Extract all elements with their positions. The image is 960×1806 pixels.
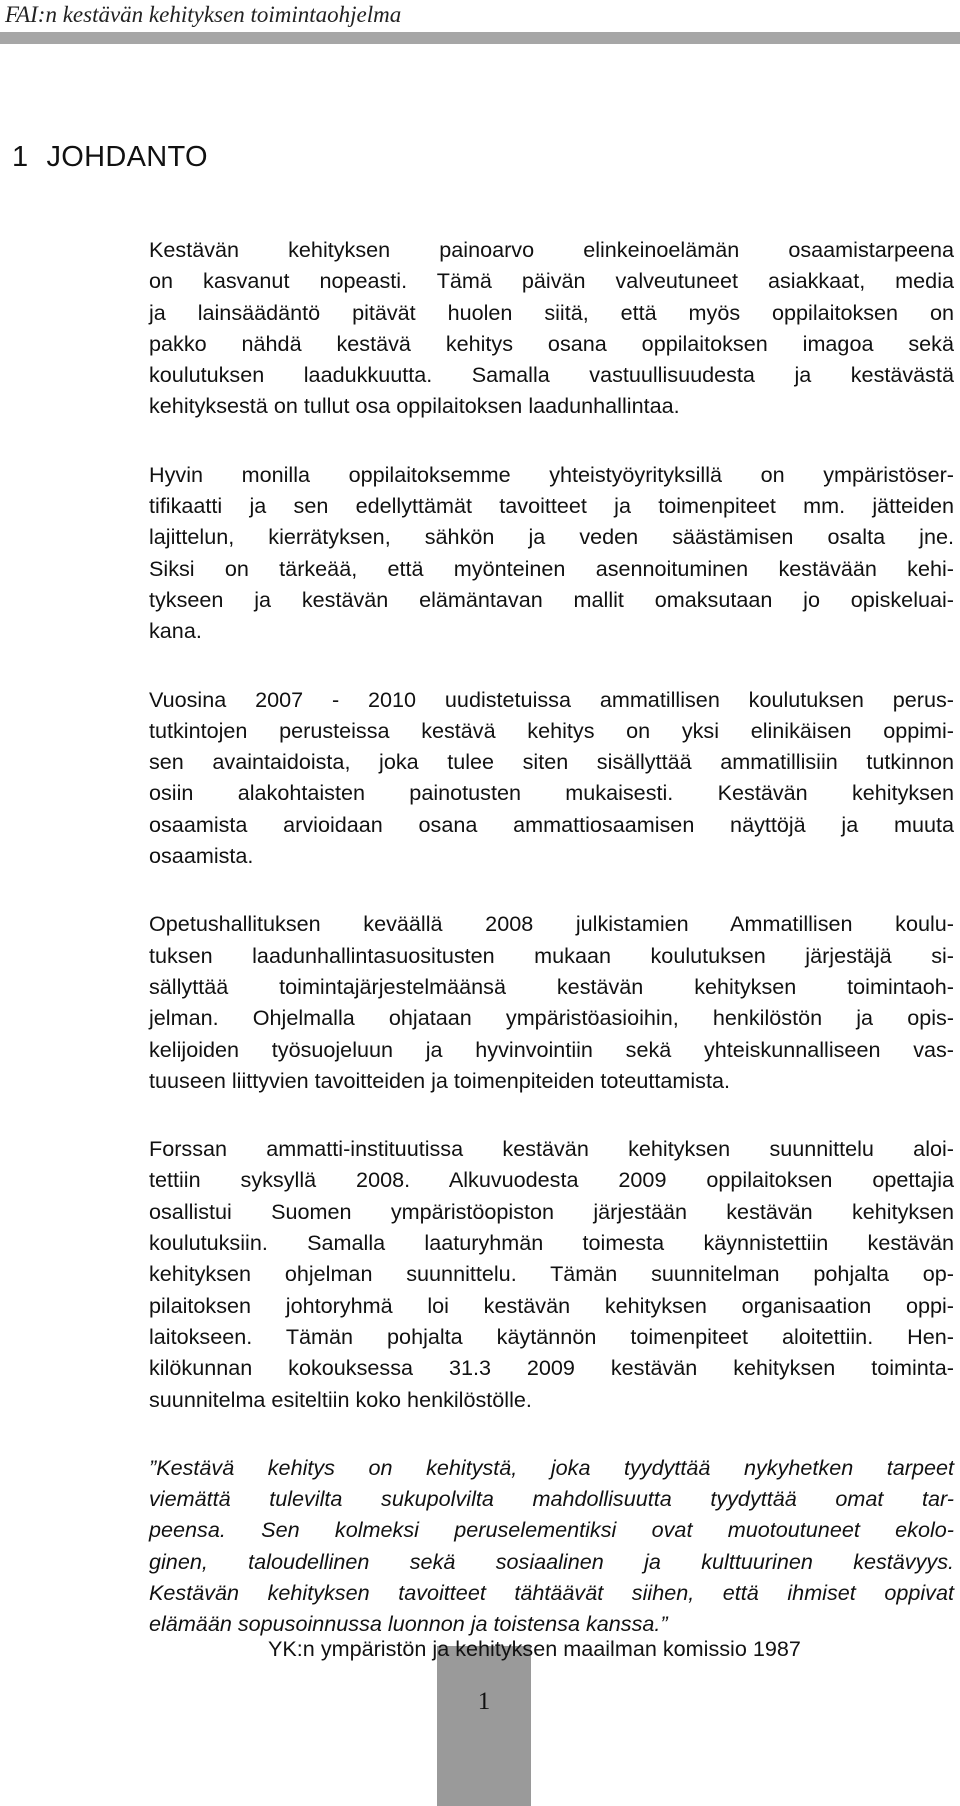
paragraph-2 (149, 459, 954, 647)
text-line: osaamista. (149, 843, 254, 869)
text-line: ja lainsäädäntö pitävät huolen siitä, että myös oppilaitoksen on (149, 299, 954, 325)
text-line: tuuseen liittyvien tavoitteiden ja toimenpiteiden toteuttamista. (149, 1067, 730, 1093)
text-line: koulutuksiin. Samalla laaturyhmän toimesta käynnistettiin kestävän (149, 1230, 954, 1256)
text-line: pilaitoksen johtoryhmä loi kestävän kehityksen organisaation oppi- (149, 1292, 954, 1318)
text-line: osaamista arvioidaan osana ammattiosaamisen näyttöjä ja muuta (149, 811, 954, 837)
quote-line: ”Kestävä kehitys on kehitystä, joka tyydyttää nykyhetken tarpeet (149, 1454, 954, 1480)
page-number: 1 (477, 1688, 491, 1715)
quote-line: viemättä tulevilta sukupolvilta mahdollisuutta tyydyttää omat tar- (149, 1486, 954, 1512)
body-text (149, 234, 954, 1677)
running-header-title: FAI:n kestävän kehityksen toimintaohjelma (5, 2, 402, 27)
text-line: koulutuksen laadukkuutta. Samalla vastuullisuudesta ja kestävästä (149, 362, 954, 388)
paragraph-4 (149, 908, 954, 1096)
page-number-box (437, 1646, 531, 1806)
text-line: osallistui Suomen ympäristöopiston järjestään kestävän kehityksen (149, 1198, 954, 1224)
quote-attribution: YK:n ympäristön ja kehityksen maailman komissio 1987 (268, 1636, 801, 1661)
text-line: Siksi on tärkeää, että myönteinen asennoituminen kestävään kehi- (149, 555, 954, 581)
text-line: sen avaintaidoista, joka tulee siten sisällyttää ammatillisiin tutkinnon (149, 749, 954, 775)
text-line: Forssan ammatti-instituutissa kestävän kehityksen suunnittelu aloi- (149, 1136, 954, 1162)
text-line: tettiin syksyllä 2008. Alkuvuodesta 2009 oppilaitoksen opettajia (149, 1167, 954, 1193)
paragraph-5 (149, 1133, 954, 1415)
header-rule (0, 32, 960, 44)
paragraph-1 (149, 234, 954, 422)
text-line: lajittelun, kierrätyksen, sähkön ja veden säästämisen osalta jne. (149, 524, 954, 550)
text-line: Vuosina 2007 - 2010 uudistetuissa ammatillisen koulutuksen perus- (149, 686, 954, 712)
text-line: Hyvin monilla oppilaitoksemme yhteistyöyrityksillä on ympäristöser- (149, 461, 954, 487)
text-line: jelman. Ohjelmalla ohjataan ympäristöasioihin, henkilöstön ja opis- (149, 1005, 954, 1031)
text-line: suunnitelma esiteltiin koko henkilöstölle. (149, 1386, 532, 1412)
text-line: kehityksen ohjelman suunnittelu. Tämän suunnitelman pohjalta op- (149, 1261, 954, 1287)
section-heading (12, 141, 208, 174)
text-line: laitokseen. Tämän pohjalta käytännön toimenpiteet aloitettiin. Hen- (149, 1323, 954, 1349)
text-line: kana. (149, 618, 202, 644)
text-line: tifikaatti ja sen edellyttämät tavoitteet ja toimenpiteet mm. jätteiden (149, 493, 954, 519)
text-line: tuksen laadunhallintasuositusten mukaan koulutuksen järjestäjä si- (149, 942, 954, 968)
quote-line: elämään sopusoinnussa luonnon ja toistensa kanssa.” (149, 1611, 668, 1637)
quote-line: Kestävän kehityksen tavoitteet tähtäävät siihen, että ihmiset oppivat (149, 1579, 954, 1605)
quote-paragraph (149, 1452, 954, 1640)
text-line: osiin alakohtaisten painotusten mukaisesti. Kestävän kehityksen (149, 780, 954, 806)
text-line: tutkintojen perusteissa kestävä kehitys on yksi elinikäisen oppimi- (149, 717, 954, 743)
text-line: Kestävän kehityksen painoarvo elinkeinoelämän osaamistarpeena (149, 237, 954, 262)
paragraph-3 (149, 684, 954, 872)
text-line: tykseen ja kestävän elämäntavan mallit omaksutaan jo opiskeluai- (149, 586, 954, 612)
text-line: Opetushallituksen keväällä 2008 julkistamien Ammatillisen koulu- (149, 911, 954, 937)
section-title: JOHDANTO (46, 141, 208, 173)
section-number: 1 (12, 141, 29, 173)
quote-line: peensa. Sen kolmeksi peruselementiksi ovat muotoutuneet ekolo- (149, 1517, 954, 1543)
text-line: kelijoiden työsuojeluun ja hyvinvointiin sekä yhteiskunnalliseen vas- (149, 1036, 954, 1062)
text-line: pakko nähdä kestävä kehitys osana oppilaitoksen imagoa sekä (149, 330, 954, 356)
quote-line: ginen, taloudellinen sekä sosiaalinen ja kulttuurinen kestävyys. (149, 1548, 954, 1574)
text-line: kilökunnan kokouksessa 31.3 2009 kestävän kehityksen toiminta- (149, 1355, 954, 1381)
text-line: on kasvanut nopeasti. Tämä päivän valveutuneet asiakkaat, media (149, 268, 954, 294)
text-line: sällyttää toimintajärjestelmäänsä kestävän kehityksen toimintaoh- (149, 973, 954, 999)
text-line: kehityksestä on tullut osa oppilaitoksen laadunhallintaa. (149, 393, 680, 419)
